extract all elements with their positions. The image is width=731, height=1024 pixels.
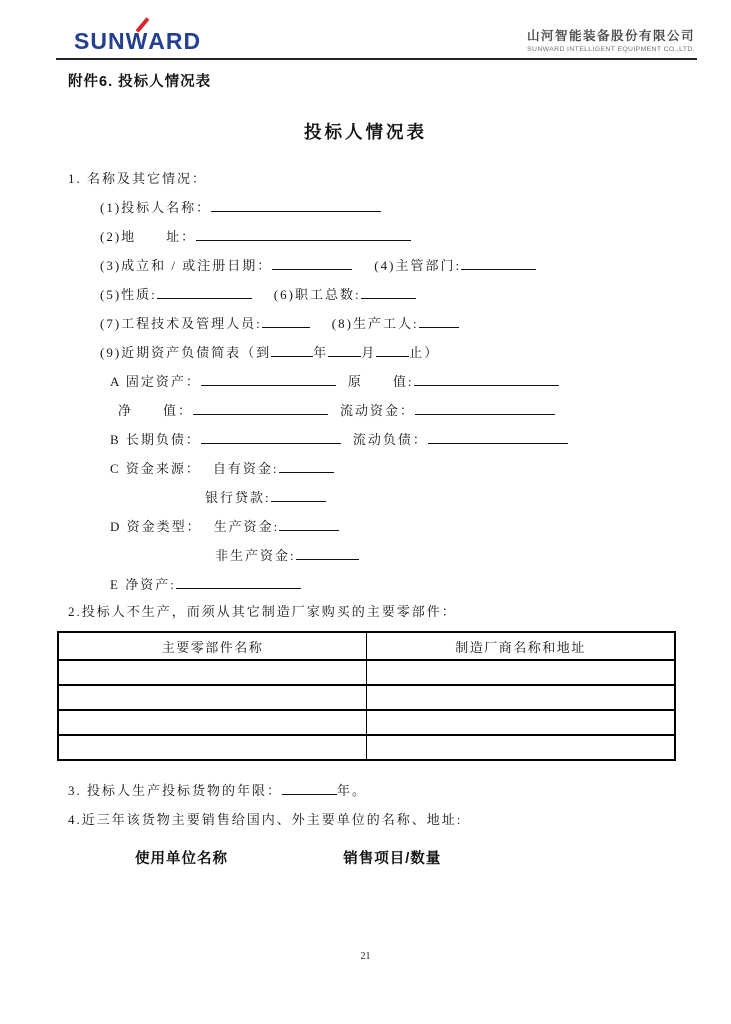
current-debt-blank	[428, 431, 568, 444]
bidder-name-blank	[211, 199, 381, 212]
month-label: 月	[361, 345, 377, 360]
net-value-label: 净 值：	[118, 403, 194, 418]
longterm-debt-blank	[201, 431, 341, 444]
production-funds-blank	[279, 518, 339, 531]
bank-loan-blank	[271, 489, 326, 502]
table-cell	[58, 660, 367, 685]
until-label: 止）	[409, 345, 440, 360]
address-blank	[196, 228, 411, 241]
form-line-address	[0, 222, 731, 251]
staff-total-blank	[361, 286, 416, 299]
table-header-manufacturer: 制造厂商名称和地址	[367, 632, 676, 660]
table-cell	[58, 685, 367, 710]
form-line-bank-loan	[0, 483, 731, 512]
current-debt-label: 流动负债：	[352, 432, 428, 447]
parts-table-body	[58, 660, 675, 760]
logo-text-ard: ARD	[148, 28, 202, 54]
company-name-cn: 山河智能装备股份有限公司	[526, 29, 695, 43]
form-line-fund-type	[0, 512, 731, 541]
year-blank	[271, 344, 313, 357]
nature-blank	[157, 286, 252, 299]
until-blank	[376, 344, 409, 357]
form-line-balance-sheet	[0, 338, 731, 367]
table-cell	[367, 660, 676, 685]
original-value-blank	[414, 373, 559, 386]
form-item-4	[0, 805, 731, 834]
column-user-name: 使用单位名称	[135, 851, 228, 867]
original-value-label: 原 值:	[347, 374, 414, 389]
balance-sheet-label: (9)近期资产负债简表（到	[100, 345, 272, 360]
logo-text-w: W	[126, 30, 149, 53]
form-line-net-value	[0, 396, 731, 425]
table-cell	[367, 685, 676, 710]
form-line-registration	[0, 251, 731, 280]
form-line-net-assets	[0, 570, 731, 599]
workers-label: (8)生产工人:	[331, 316, 419, 331]
sales-columns-row	[0, 842, 731, 876]
company-block	[527, 26, 695, 53]
logo-text-sun: SUN	[74, 28, 126, 54]
form-line-fixed-assets	[0, 367, 731, 396]
authority-blank	[461, 257, 536, 270]
engineers-blank	[262, 315, 310, 328]
address-label: (2)地 址：	[100, 229, 197, 244]
page-number: 21	[360, 951, 371, 962]
table-cell	[58, 710, 367, 735]
form-line-bidder-name	[0, 193, 731, 222]
net-assets-label: E 净资产:	[110, 577, 176, 592]
column-sales-quantity: 销售项目/数量	[343, 851, 442, 867]
working-capital-blank	[415, 402, 555, 415]
registration-date-label: (3)成立和 / 或注册日期：	[100, 258, 273, 273]
form-item-1	[0, 164, 731, 193]
table-cell	[58, 735, 367, 760]
form-line-engineers	[0, 309, 731, 338]
nonproduction-funds-label: 非生产资金:	[215, 548, 296, 563]
month-blank	[328, 344, 361, 357]
fixed-assets-label: A 固定资产：	[110, 374, 201, 389]
item3-label: 3. 投标人生产投标货物的年限：	[68, 783, 283, 798]
year-label: 年	[313, 345, 329, 360]
table-row	[58, 685, 675, 710]
form-line-fund-source	[0, 454, 731, 483]
company-name-en: SUNWARD INTELLIGENT EQUIPMENT CO.,LTD.	[527, 46, 695, 53]
nonproduction-funds-blank	[296, 547, 359, 560]
table-row	[58, 660, 675, 685]
header-divider	[56, 58, 697, 60]
parts-table	[57, 631, 676, 761]
table-cell	[367, 735, 676, 760]
sunward-logo	[74, 30, 201, 53]
working-capital-label: 流动资金：	[340, 403, 416, 418]
form-item-2	[0, 599, 731, 625]
production-funds-label: 生产资金:	[213, 519, 280, 534]
own-funds-blank	[279, 460, 334, 473]
table-row	[58, 735, 675, 760]
form-item-3	[0, 776, 731, 805]
bank-loan-label: 银行贷款:	[205, 490, 271, 505]
item2-label: 2.投标人不生产，而须从其它制造厂家购买的主要零部件：	[68, 604, 457, 619]
form-line-nonproduction-funds	[0, 541, 731, 570]
authority-label: (4)主管部门:	[374, 258, 462, 273]
bidder-form	[0, 164, 731, 876]
item1-label: 1. 名称及其它情况：	[68, 171, 208, 186]
longterm-debt-label: B 长期负债：	[110, 432, 201, 447]
fixed-assets-blank	[201, 373, 336, 386]
attachment-heading: 附件6. 投标人情况表	[68, 74, 212, 90]
years-blank	[282, 782, 337, 795]
staff-total-label: (6)职工总数:	[273, 287, 361, 302]
table-cell	[367, 710, 676, 735]
table-header-part-name: 主要零部件名称	[58, 632, 367, 660]
engineers-label: (7)工程技术及管理人员:	[100, 316, 262, 331]
item3-suffix: 年。	[337, 783, 368, 798]
table-header-row	[58, 632, 675, 660]
bidder-name-label: (1)投标人名称：	[100, 200, 212, 215]
net-assets-blank	[176, 576, 301, 589]
own-funds-label: 自有资金:	[212, 461, 279, 476]
fund-source-label: C 资金来源：	[110, 461, 201, 476]
page-title: 投标人情况表	[304, 122, 427, 142]
item4-label: 4.近三年该货物主要销售给国内、外主要单位的名称、地址:	[68, 812, 463, 827]
page-header	[0, 0, 731, 53]
form-line-nature	[0, 280, 731, 309]
workers-blank	[419, 315, 459, 328]
net-value-blank	[193, 402, 328, 415]
registration-date-blank	[272, 257, 352, 270]
fund-type-label: D 资金类型：	[110, 519, 202, 534]
table-row	[58, 710, 675, 735]
nature-label: (5)性质:	[100, 287, 157, 302]
form-line-longterm-debt	[0, 425, 731, 454]
